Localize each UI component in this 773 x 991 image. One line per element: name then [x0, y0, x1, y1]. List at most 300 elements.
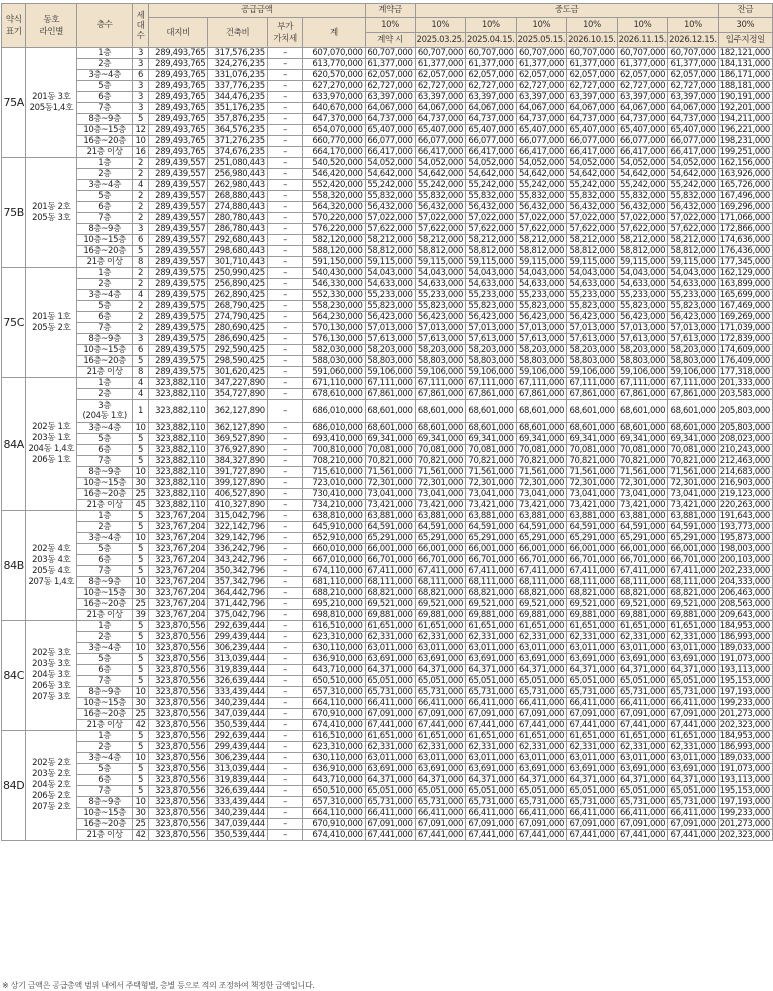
units-cell: 8	[133, 257, 149, 268]
installment-cell: 73,041,000	[365, 489, 415, 500]
floor-cell: 8층~9층	[77, 577, 133, 588]
balance-cell: 209,643,000	[718, 610, 772, 621]
units-cell: 3	[133, 59, 149, 70]
land-cost-cell: 289,439,575	[148, 268, 207, 279]
installment-cell: 69,341,000	[466, 434, 517, 445]
installment-cell: 65,291,000	[567, 533, 618, 544]
installment-cell: 64,371,000	[617, 775, 668, 786]
installment-cell: 65,291,000	[617, 533, 668, 544]
land-cost-cell: 323,870,556	[148, 687, 207, 698]
table-row	[2, 345, 773, 356]
balance-cell: 199,251,000	[718, 147, 772, 158]
land-cost-cell: 323,882,110	[148, 434, 207, 445]
installment-cell: 57,022,000	[415, 213, 466, 224]
building-cost-cell: 280,690,425	[208, 323, 267, 334]
installment-cell: 67,441,000	[466, 830, 517, 841]
table-row	[2, 753, 773, 764]
installment-cell: 64,067,000	[466, 103, 517, 114]
balance-cell: 191,643,000	[718, 511, 772, 522]
building-cost-cell: 350,539,444	[208, 720, 267, 731]
vat-cell: –	[267, 92, 303, 103]
installment-cell: 62,727,000	[516, 81, 567, 92]
table-row	[2, 621, 773, 632]
land-cost-cell: 323,767,204	[148, 544, 207, 555]
land-cost-cell: 289,439,557	[148, 257, 207, 268]
installment-cell: 63,397,000	[516, 92, 567, 103]
installment-cell: 57,022,000	[516, 213, 567, 224]
installment-cell: 60,707,000	[516, 48, 567, 59]
balance-cell: 219,123,000	[718, 489, 772, 500]
installment-cell: 68,601,000	[516, 423, 567, 434]
installment-cell: 54,642,000	[617, 169, 668, 180]
balance-cell: 214,683,000	[718, 467, 772, 478]
balance-cell: 220,263,000	[718, 500, 772, 511]
land-cost-cell: 323,870,556	[148, 731, 207, 742]
installment-cell: 73,041,000	[617, 489, 668, 500]
total-cell: 623,310,000	[303, 632, 365, 643]
installment-cell: 60,707,000	[567, 48, 618, 59]
installment-cell: 65,407,000	[415, 125, 466, 136]
building-cost-cell: 350,539,444	[208, 830, 267, 841]
building-cost-cell: 262,980,443	[208, 180, 267, 191]
installment-cell: 55,823,000	[365, 301, 415, 312]
units-cell: 1	[133, 400, 149, 423]
floor-cell: 2층	[77, 632, 133, 643]
building-cost-cell: 364,442,796	[208, 588, 267, 599]
installment-cell: 66,077,000	[466, 136, 517, 147]
total-cell: 674,410,000	[303, 720, 365, 731]
balance-cell: 202,233,000	[718, 566, 772, 577]
installment-cell: 69,521,000	[567, 599, 618, 610]
installment-cell: 65,051,000	[516, 676, 567, 687]
total-cell: 698,810,000	[303, 610, 365, 621]
installment-cell: 55,832,000	[415, 191, 466, 202]
total-cell: 570,220,000	[303, 213, 365, 224]
units-cell: 5	[133, 665, 149, 676]
balance-cell: 189,033,000	[718, 643, 772, 654]
installment-cell: 63,881,000	[668, 511, 719, 522]
units-cell: 2	[133, 213, 149, 224]
vat-cell: –	[267, 544, 303, 555]
total-cell: 607,070,000	[303, 48, 365, 59]
installment-cell: 69,881,000	[668, 610, 719, 621]
balance-cell: 177,345,000	[718, 257, 772, 268]
installment-cell: 63,881,000	[567, 511, 618, 522]
installment-cell: 68,821,000	[617, 588, 668, 599]
installment-cell: 68,111,000	[365, 577, 415, 588]
installment-cell: 66,411,000	[567, 808, 618, 819]
table-row	[2, 643, 773, 654]
total-cell: 700,810,000	[303, 445, 365, 456]
floor-cell: 7층	[77, 456, 133, 467]
floor-cell: 6층	[77, 202, 133, 213]
land-cost-cell: 323,882,110	[148, 467, 207, 478]
total-cell: 664,110,000	[303, 808, 365, 819]
installment-cell: 55,242,000	[365, 180, 415, 191]
installment-cell: 69,881,000	[516, 610, 567, 621]
installment-cell: 68,601,000	[415, 400, 466, 423]
installment-cell: 60,707,000	[365, 48, 415, 59]
installment-cell: 62,331,000	[668, 632, 719, 643]
installment-cell: 65,731,000	[415, 687, 466, 698]
building-cost-cell: 371,276,235	[208, 136, 267, 147]
header-supply-price: 공급금액	[148, 4, 365, 18]
header-percent: 10%	[617, 18, 668, 33]
header-percent: 10%	[415, 18, 466, 33]
installment-cell: 58,203,000	[668, 345, 719, 356]
table-row	[2, 103, 773, 114]
installment-cell: 68,111,000	[516, 577, 567, 588]
installment-cell: 56,423,000	[466, 312, 517, 323]
building-cost-cell: 292,639,444	[208, 621, 267, 632]
installment-cell: 63,011,000	[415, 643, 466, 654]
units-cell: 5	[133, 456, 149, 467]
table-row	[2, 676, 773, 687]
installment-cell: 67,411,000	[668, 566, 719, 577]
installment-cell: 72,301,000	[567, 478, 618, 489]
land-cost-cell: 323,870,556	[148, 797, 207, 808]
installment-cell: 67,441,000	[516, 720, 567, 731]
type-label: 75A	[2, 48, 26, 158]
land-cost-cell: 289,493,765	[148, 48, 207, 59]
installment-cell: 59,115,000	[617, 257, 668, 268]
installment-cell: 58,203,000	[415, 345, 466, 356]
total-cell: 638,810,000	[303, 511, 365, 522]
installment-cell: 56,423,000	[617, 312, 668, 323]
land-cost-cell: 323,870,556	[148, 775, 207, 786]
vat-cell: –	[267, 235, 303, 246]
installment-cell: 64,371,000	[365, 775, 415, 786]
installment-cell: 64,067,000	[415, 103, 466, 114]
building-cost-cell: 274,880,443	[208, 202, 267, 213]
installment-cell: 67,861,000	[516, 389, 567, 400]
building-cost-cell: 268,790,425	[208, 301, 267, 312]
units-cell: 10	[133, 687, 149, 698]
floor-cell: 8층~9층	[77, 114, 133, 125]
installment-cell: 59,106,000	[466, 367, 517, 378]
installment-cell: 65,407,000	[668, 125, 719, 136]
table-body	[2, 48, 773, 841]
table-row	[2, 577, 773, 588]
balance-cell: 216,903,000	[718, 478, 772, 489]
floor-cell: 3층~4층	[77, 753, 133, 764]
installment-cell: 57,613,000	[668, 334, 719, 345]
installment-cell: 61,651,000	[516, 621, 567, 632]
installment-cell: 73,041,000	[567, 489, 618, 500]
header-date: 계약 시	[365, 33, 415, 48]
installment-cell: 61,651,000	[617, 621, 668, 632]
balance-cell: 186,171,000	[718, 70, 772, 81]
land-cost-cell: 323,870,556	[148, 676, 207, 687]
balance-cell: 193,113,000	[718, 775, 772, 786]
floor-cell: 3층~4층	[77, 290, 133, 301]
floor-cell: 7층	[77, 103, 133, 114]
vat-cell: –	[267, 246, 303, 257]
installment-cell: 63,397,000	[415, 92, 466, 103]
installment-cell: 57,022,000	[617, 213, 668, 224]
total-cell: 693,410,000	[303, 434, 365, 445]
installment-cell: 57,013,000	[516, 323, 567, 334]
land-cost-cell: 323,767,204	[148, 599, 207, 610]
table-row	[2, 279, 773, 290]
land-cost-cell: 289,439,557	[148, 224, 207, 235]
installment-cell: 58,812,000	[617, 246, 668, 257]
installment-cell: 73,421,000	[516, 500, 567, 511]
table-row	[2, 202, 773, 213]
land-cost-cell: 323,767,204	[148, 588, 207, 599]
building-cost-cell: 301,620,425	[208, 367, 267, 378]
table-row	[2, 654, 773, 665]
land-cost-cell: 289,493,765	[148, 125, 207, 136]
installment-cell: 54,642,000	[466, 169, 517, 180]
vat-cell: –	[267, 522, 303, 533]
installment-cell: 62,331,000	[668, 742, 719, 753]
installment-cell: 58,212,000	[668, 235, 719, 246]
installment-cell: 55,832,000	[617, 191, 668, 202]
land-cost-cell: 323,767,204	[148, 577, 207, 588]
installment-cell: 70,081,000	[516, 445, 567, 456]
vat-cell: –	[267, 301, 303, 312]
total-cell: 708,210,000	[303, 456, 365, 467]
land-cost-cell: 323,870,556	[148, 621, 207, 632]
installment-cell: 71,561,000	[365, 467, 415, 478]
installment-cell: 67,861,000	[415, 389, 466, 400]
installment-cell: 62,727,000	[415, 81, 466, 92]
units-cell: 5	[133, 246, 149, 257]
balance-cell: 169,269,000	[718, 312, 772, 323]
installment-cell: 69,881,000	[365, 610, 415, 621]
units-cell: 5	[133, 786, 149, 797]
installment-cell: 57,622,000	[668, 224, 719, 235]
units-cell: 5	[133, 544, 149, 555]
units-cell: 5	[133, 522, 149, 533]
balance-cell: 202,323,000	[718, 720, 772, 731]
land-cost-cell: 323,882,110	[148, 456, 207, 467]
balance-cell: 174,636,000	[718, 235, 772, 246]
installment-cell: 62,057,000	[617, 70, 668, 81]
installment-cell: 66,001,000	[466, 544, 517, 555]
installment-cell: 64,371,000	[516, 665, 567, 676]
balance-cell: 195,873,000	[718, 533, 772, 544]
installment-cell: 69,521,000	[617, 599, 668, 610]
installment-cell: 68,821,000	[668, 588, 719, 599]
installment-cell: 57,613,000	[617, 334, 668, 345]
header-date: 2025.03.25.	[415, 33, 466, 48]
land-cost-cell: 289,493,765	[148, 147, 207, 158]
installment-cell: 61,377,000	[668, 59, 719, 70]
floor-cell: 16층~20층	[77, 246, 133, 257]
installment-cell: 73,421,000	[466, 500, 517, 511]
header-units: 세 대 수	[133, 4, 149, 48]
land-cost-cell: 289,439,575	[148, 356, 207, 367]
units-cell: 3	[133, 224, 149, 235]
installment-cell: 54,633,000	[668, 279, 719, 290]
table-row	[2, 356, 773, 367]
total-cell: 564,230,000	[303, 312, 365, 323]
building-cost-cell: 315,042,796	[208, 511, 267, 522]
installment-cell: 55,233,000	[668, 290, 719, 301]
installment-cell: 67,091,000	[617, 709, 668, 720]
header-floor: 층수	[77, 4, 133, 48]
installment-cell: 65,731,000	[668, 687, 719, 698]
installment-cell: 63,691,000	[567, 764, 618, 775]
vat-cell: –	[267, 147, 303, 158]
type-label: 75B	[2, 158, 26, 268]
units-cell: 5	[133, 632, 149, 643]
floor-cell: 8층~9층	[77, 334, 133, 345]
building-cost-cell: 280,780,443	[208, 213, 267, 224]
dong-line-label: 201동 3호 205동1,4호	[26, 48, 77, 158]
installment-cell: 66,701,000	[365, 555, 415, 566]
building-cost-cell: 369,527,890	[208, 434, 267, 445]
total-cell: 695,210,000	[303, 599, 365, 610]
installment-cell: 65,407,000	[516, 125, 567, 136]
total-cell: 657,310,000	[303, 797, 365, 808]
land-cost-cell: 323,882,110	[148, 389, 207, 400]
installment-cell: 66,411,000	[516, 698, 567, 709]
installment-cell: 67,091,000	[466, 709, 517, 720]
units-cell: 3	[133, 92, 149, 103]
installment-cell: 63,011,000	[365, 753, 415, 764]
installment-cell: 66,411,000	[466, 698, 517, 709]
units-cell: 2	[133, 202, 149, 213]
floor-cell: 3층~4층	[77, 423, 133, 434]
floor-cell: 21층 이상	[77, 610, 133, 621]
building-cost-cell: 313,039,444	[208, 764, 267, 775]
table-row	[2, 731, 773, 742]
installment-cell: 67,861,000	[365, 389, 415, 400]
installment-cell: 63,881,000	[516, 511, 567, 522]
installment-cell: 70,821,000	[365, 456, 415, 467]
units-cell: 10	[133, 797, 149, 808]
building-cost-cell: 340,239,444	[208, 698, 267, 709]
installment-cell: 54,052,000	[668, 158, 719, 169]
land-cost-cell: 323,870,556	[148, 665, 207, 676]
installment-cell: 63,691,000	[365, 764, 415, 775]
installment-cell: 67,441,000	[617, 830, 668, 841]
installment-cell: 67,091,000	[567, 709, 618, 720]
units-cell: 6	[133, 345, 149, 356]
total-cell: 660,770,000	[303, 136, 365, 147]
total-cell: 664,110,000	[303, 698, 365, 709]
land-cost-cell: 289,439,575	[148, 323, 207, 334]
building-cost-cell: 313,039,444	[208, 654, 267, 665]
installment-cell: 57,613,000	[466, 334, 517, 345]
building-cost-cell: 384,327,890	[208, 456, 267, 467]
vat-cell: –	[267, 158, 303, 169]
table-row	[2, 92, 773, 103]
vat-cell: –	[267, 819, 303, 830]
header-percent: 30%	[718, 18, 772, 33]
balance-cell: 163,926,000	[718, 169, 772, 180]
installment-cell: 70,081,000	[567, 445, 618, 456]
installment-cell: 69,341,000	[668, 434, 719, 445]
table-row	[2, 709, 773, 720]
land-cost-cell: 323,870,556	[148, 720, 207, 731]
installment-cell: 70,821,000	[415, 456, 466, 467]
installment-cell: 59,106,000	[617, 367, 668, 378]
vat-cell: –	[267, 400, 303, 423]
installment-cell: 61,651,000	[466, 731, 517, 742]
units-cell: 12	[133, 125, 149, 136]
balance-cell: 171,066,000	[718, 213, 772, 224]
floor-cell: 2층	[77, 522, 133, 533]
building-cost-cell: 298,590,425	[208, 356, 267, 367]
units-cell: 5	[133, 555, 149, 566]
land-cost-cell: 323,870,556	[148, 764, 207, 775]
installment-cell: 65,731,000	[516, 797, 567, 808]
installment-cell: 68,821,000	[516, 588, 567, 599]
vat-cell: –	[267, 389, 303, 400]
land-cost-cell: 323,870,556	[148, 709, 207, 720]
installment-cell: 71,561,000	[668, 467, 719, 478]
installment-cell: 54,633,000	[415, 279, 466, 290]
table-row	[2, 500, 773, 511]
table-row	[2, 213, 773, 224]
building-cost-cell: 340,239,444	[208, 808, 267, 819]
vat-cell: –	[267, 367, 303, 378]
installment-cell: 69,881,000	[567, 610, 618, 621]
installment-cell: 63,691,000	[617, 764, 668, 775]
land-cost-cell: 323,767,204	[148, 555, 207, 566]
vat-cell: –	[267, 753, 303, 764]
total-cell: 588,030,000	[303, 356, 365, 367]
table-row	[2, 566, 773, 577]
balance-cell: 198,231,000	[718, 136, 772, 147]
balance-cell: 198,003,000	[718, 544, 772, 555]
balance-cell: 184,953,000	[718, 621, 772, 632]
table-row	[2, 301, 773, 312]
installment-cell: 59,115,000	[668, 257, 719, 268]
vat-cell: –	[267, 180, 303, 191]
installment-cell: 73,041,000	[516, 489, 567, 500]
installment-cell: 63,691,000	[567, 654, 618, 665]
units-cell: 2	[133, 191, 149, 202]
building-cost-cell: 322,142,796	[208, 522, 267, 533]
installment-cell: 61,377,000	[466, 59, 517, 70]
building-cost-cell: 306,239,444	[208, 643, 267, 654]
total-cell: 576,130,000	[303, 334, 365, 345]
installment-cell: 56,432,000	[466, 202, 517, 213]
table-row	[2, 478, 773, 489]
floor-cell: 21층 이상	[77, 720, 133, 731]
building-cost-cell: 256,890,425	[208, 279, 267, 290]
installment-cell: 55,242,000	[617, 180, 668, 191]
total-cell: 564,320,000	[303, 202, 365, 213]
installment-cell: 72,301,000	[516, 478, 567, 489]
floor-cell: 1층	[77, 621, 133, 632]
installment-cell: 58,812,000	[365, 246, 415, 257]
units-cell: 5	[133, 114, 149, 125]
installment-cell: 69,521,000	[668, 599, 719, 610]
type-label: 84C	[2, 621, 26, 731]
vat-cell: –	[267, 643, 303, 654]
installment-cell: 63,691,000	[415, 764, 466, 775]
units-cell: 3	[133, 48, 149, 59]
installment-cell: 62,727,000	[617, 81, 668, 92]
installment-cell: 65,407,000	[617, 125, 668, 136]
installment-cell: 57,022,000	[466, 213, 517, 224]
table-row	[2, 742, 773, 753]
vat-cell: –	[267, 709, 303, 720]
installment-cell: 55,823,000	[415, 301, 466, 312]
balance-cell: 195,153,000	[718, 676, 772, 687]
installment-cell: 67,111,000	[466, 378, 517, 389]
installment-cell: 67,091,000	[617, 819, 668, 830]
vat-cell: –	[267, 103, 303, 114]
table-row	[2, 400, 773, 423]
installment-cell: 68,601,000	[668, 423, 719, 434]
